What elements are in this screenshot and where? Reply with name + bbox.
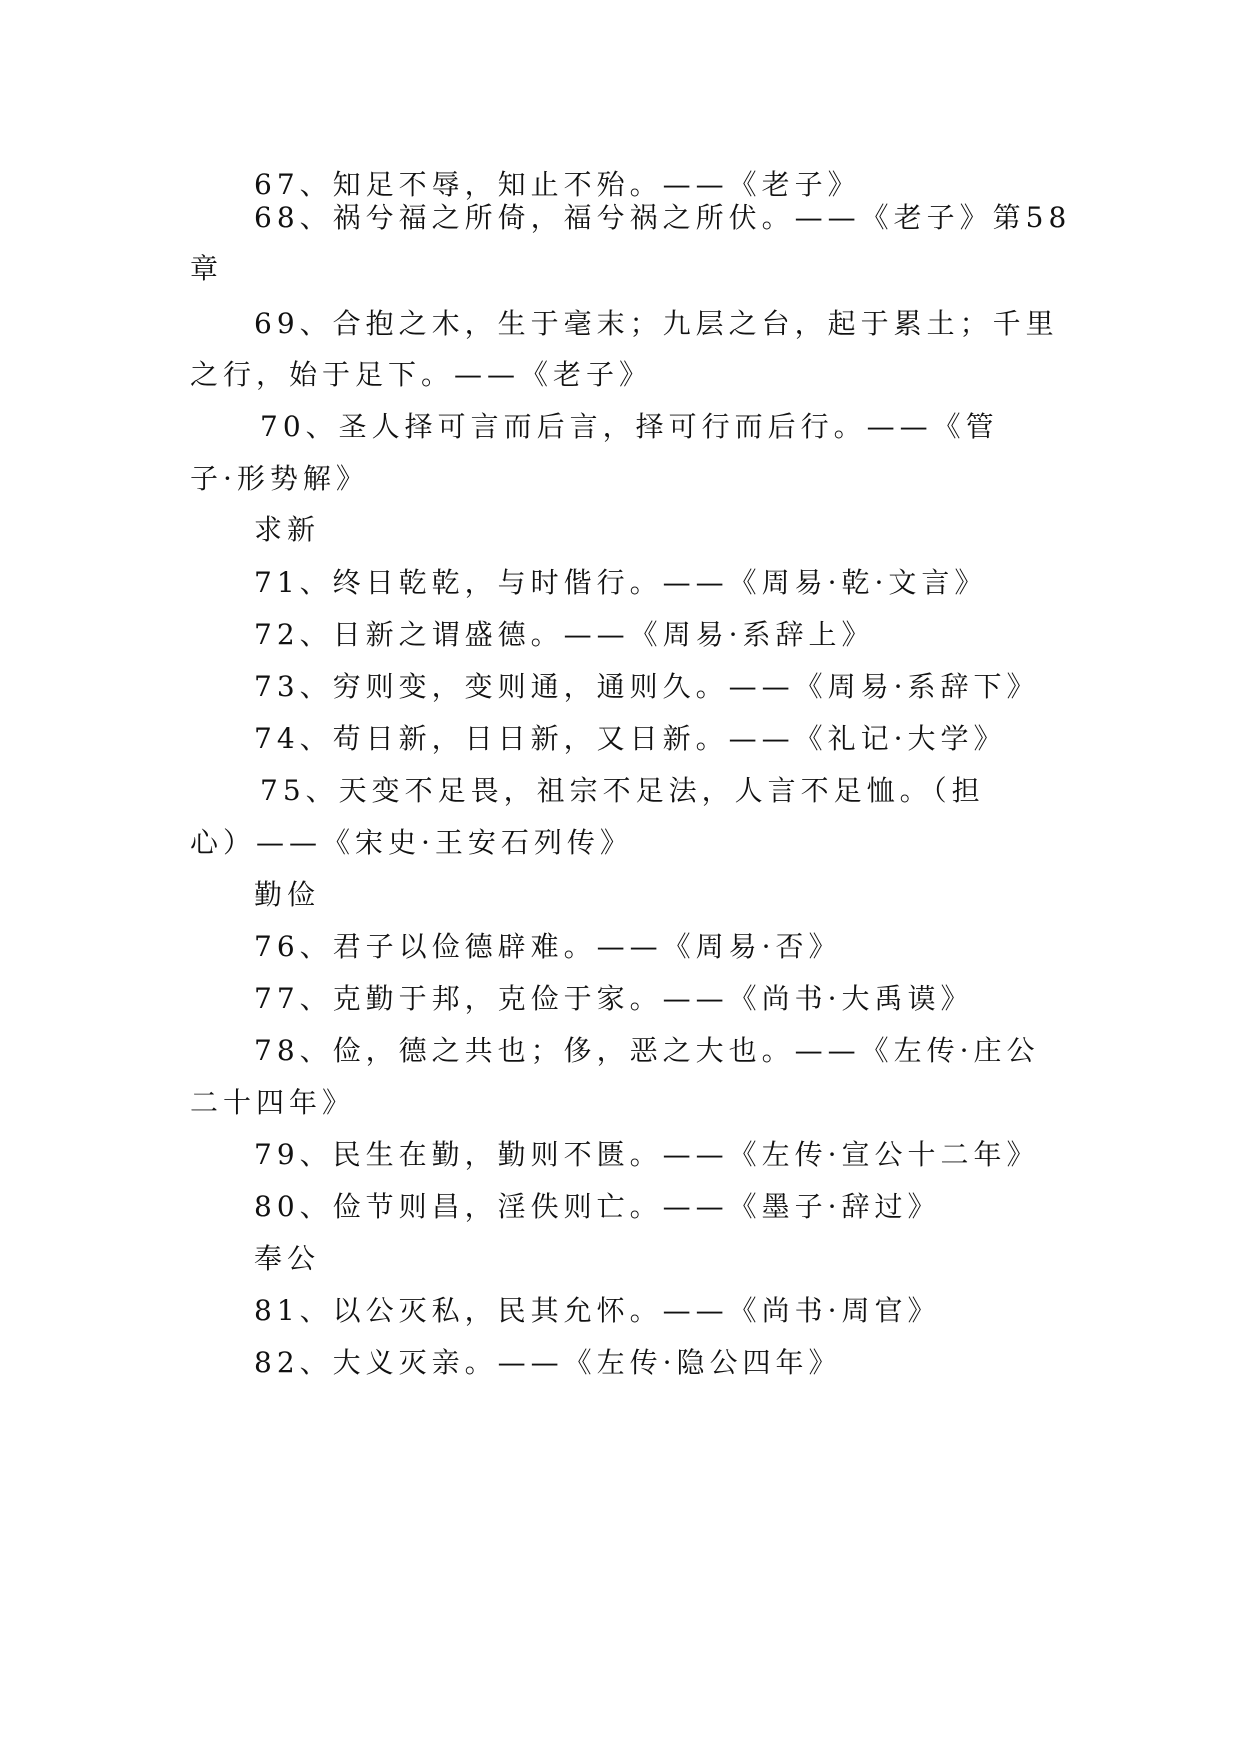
- quote-75: 75、天变不足畏，祖宗不足法，人言不足恤。（担: [260, 774, 985, 807]
- quote-82: 82、大义灭亲。——《左传·隐公四年》: [254, 1346, 842, 1379]
- quote-78-cont: 二十四年》: [190, 1086, 356, 1119]
- quote-73: 73、穷则变，变则通，通则久。——《周易·系辞下》: [254, 670, 1040, 703]
- quote-80: 80、俭节则昌，淫佚则亡。——《墨子·辞过》: [254, 1190, 941, 1223]
- quote-81: 81、以公灭私，民其允怀。——《尚书·周官》: [254, 1294, 941, 1327]
- section-heading-qiuxin: 求新: [254, 513, 321, 546]
- quote-69: 69、合抱之木，生于毫末；九层之台，起于累土；千里: [254, 307, 1059, 340]
- quote-74: 74、苟日新，日日新，又日新。——《礼记·大学》: [254, 722, 1007, 755]
- quote-68-cont: 章: [190, 252, 224, 285]
- section-heading-fenggong: 奉公: [254, 1242, 321, 1275]
- quote-76: 76、君子以俭德辟难。——《周易·否》: [254, 930, 842, 963]
- quote-72: 72、日新之谓盛德。——《周易·系辞上》: [254, 618, 875, 651]
- quote-68: 68、祸兮福之所倚，福兮祸之所伏。——《老子》第58: [254, 201, 1072, 234]
- quote-77: 77、克勤于邦，克俭于家。——《尚书·大禹谟》: [254, 982, 974, 1015]
- quote-70: 70、圣人择可言而后言，择可行而后行。——《管: [260, 410, 999, 443]
- quote-70-cont: 子·形势解》: [190, 462, 369, 495]
- quote-78: 78、俭，德之共也；侈，恶之大也。——《左传·庄公: [254, 1034, 1040, 1067]
- quote-71: 71、终日乾乾，与时偕行。——《周易·乾·文言》: [254, 566, 988, 599]
- quote-69-cont: 之行，始于足下。——《老子》: [190, 358, 653, 391]
- quote-67: 67、知足不辱，知止不殆。——《老子》: [254, 168, 861, 201]
- quote-75-cont: 心）——《宋史·王安石列传》: [190, 826, 633, 859]
- section-heading-qinjian: 勤俭: [254, 878, 321, 911]
- quote-79: 79、民生在勤，勤则不匮。——《左传·宣公十二年》: [254, 1138, 1040, 1171]
